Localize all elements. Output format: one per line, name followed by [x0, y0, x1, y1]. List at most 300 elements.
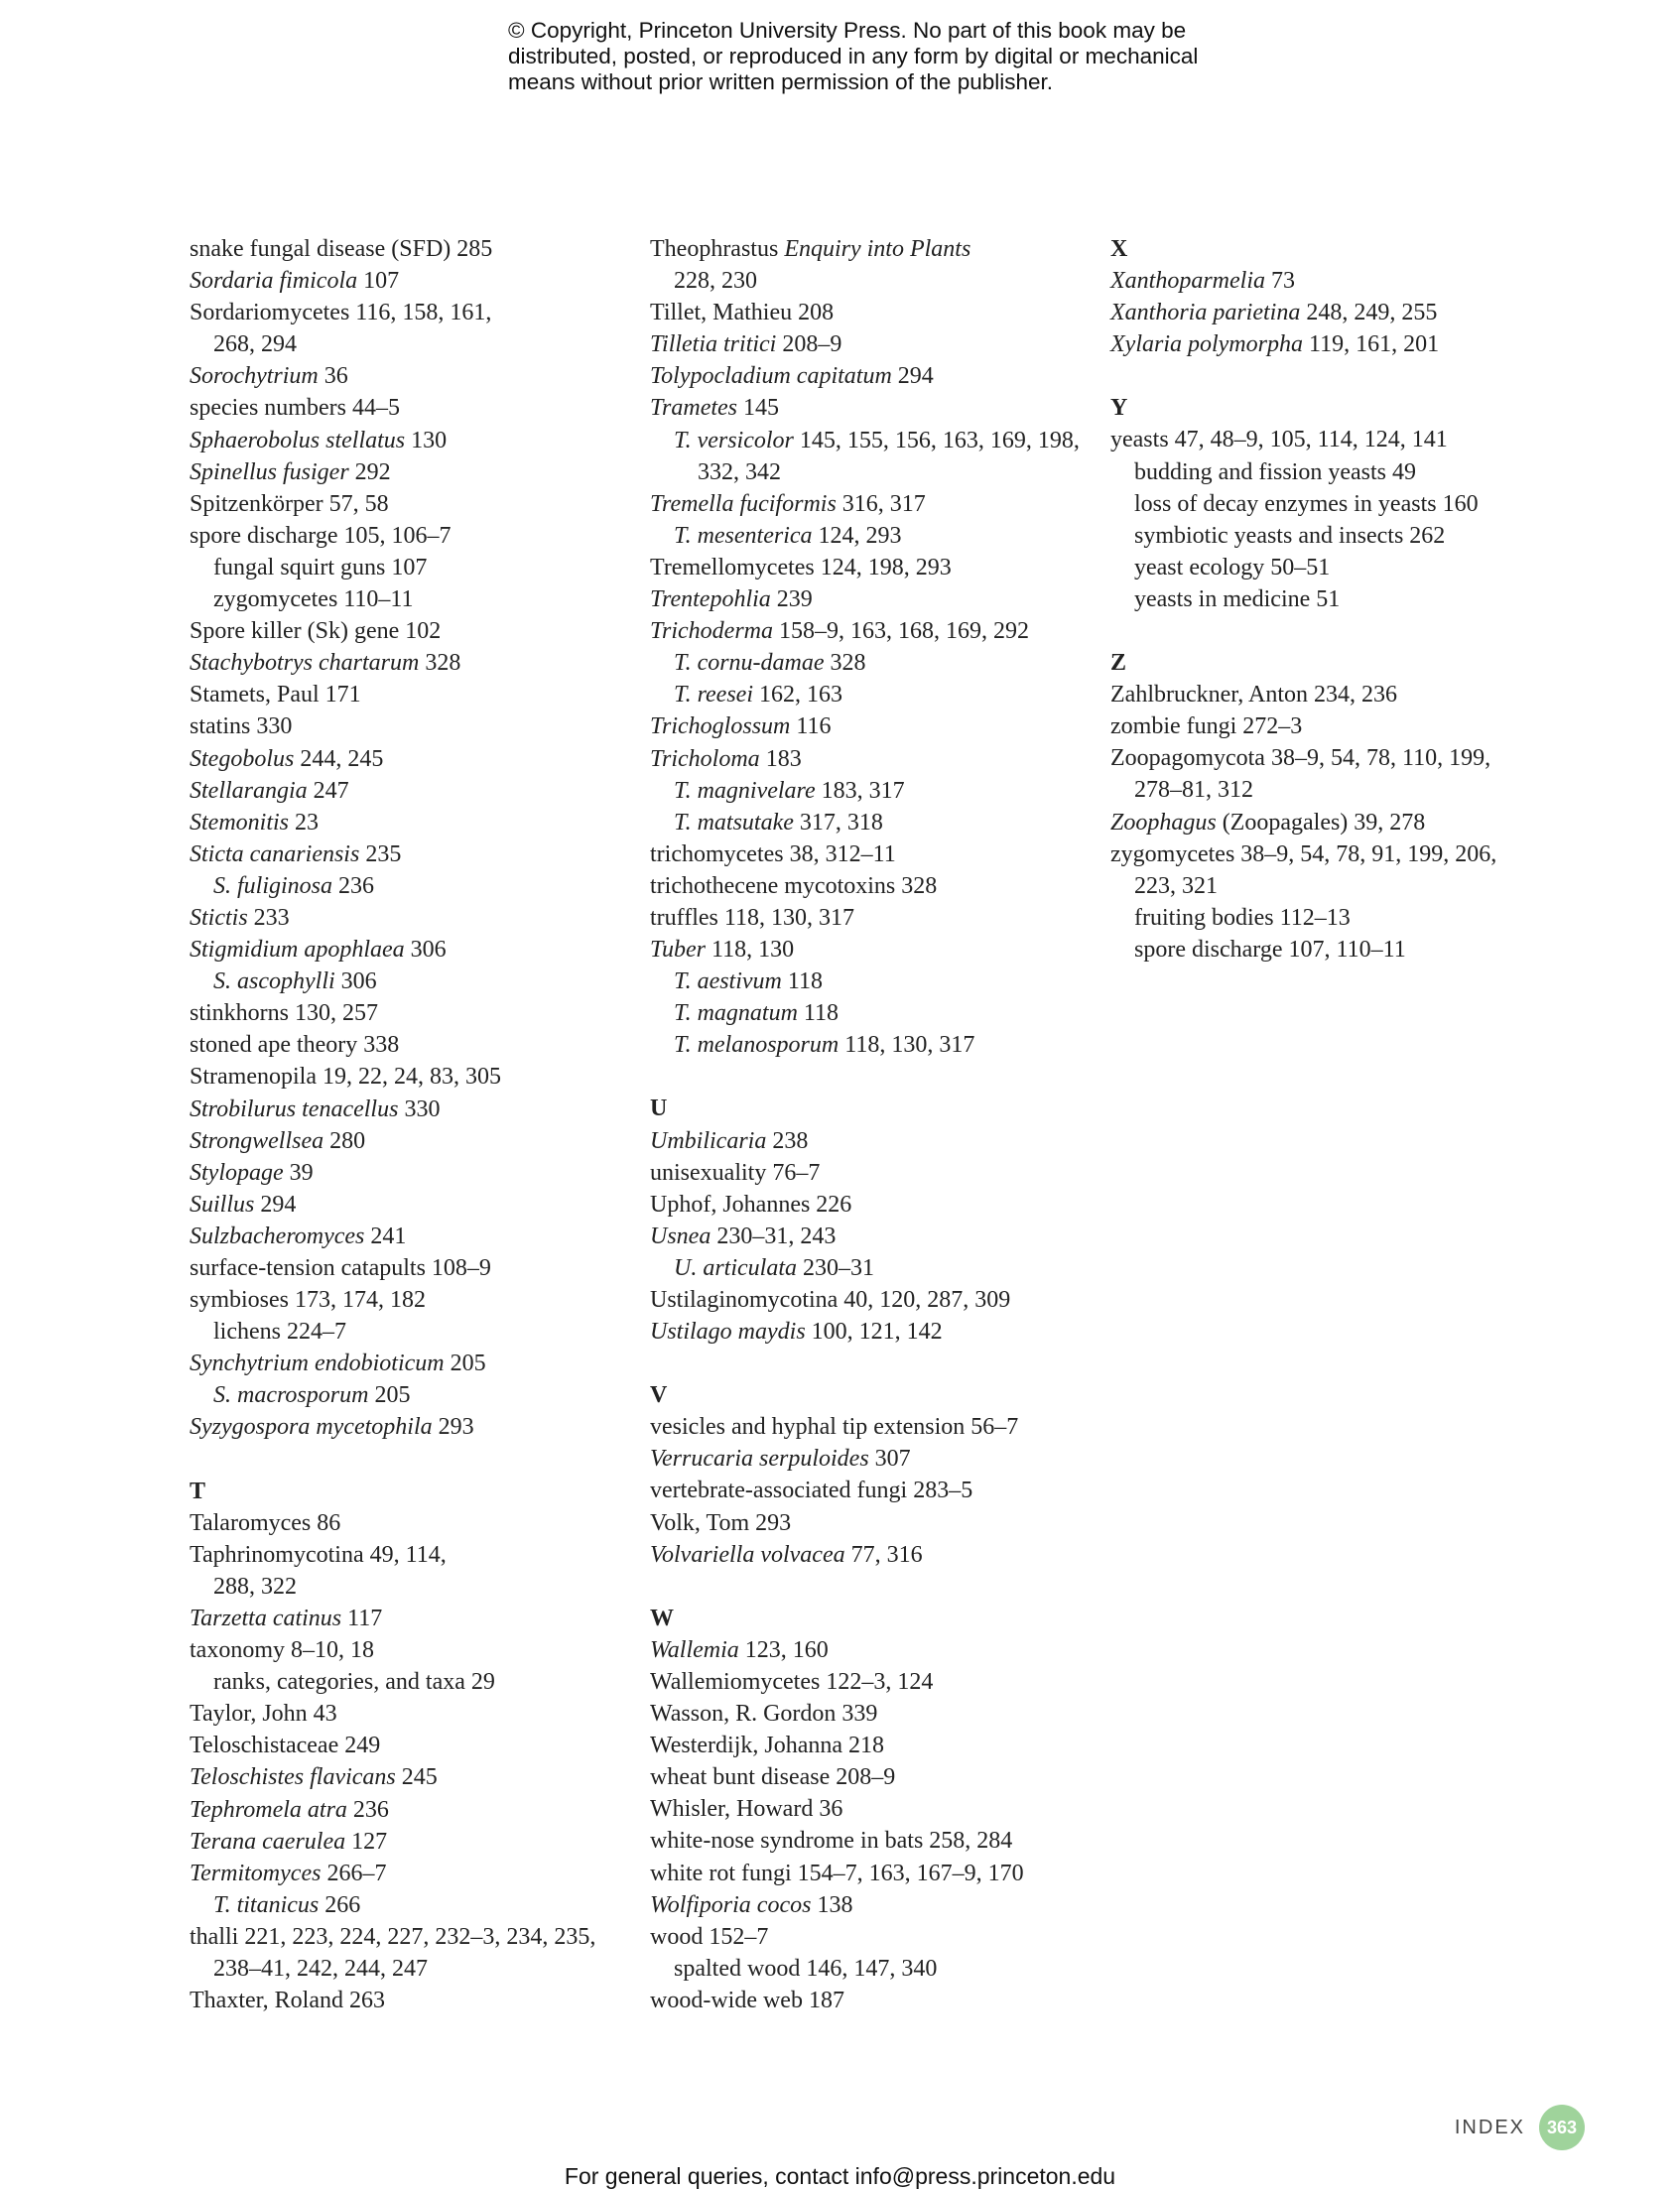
entry-text: zombie fungi 272–3 [1110, 713, 1303, 740]
index-entry [650, 1411, 1087, 1443]
entry-text: Zahlbruckner, Anton 234, 236 [1110, 682, 1397, 709]
entry-text: spore discharge 105, 106–7 [190, 522, 452, 549]
index-entry [1110, 838, 1547, 902]
entry-text: Ustilaginomycotina 40, 120, 287, 309 [650, 1287, 1011, 1313]
entry-text: 233 [247, 904, 290, 931]
entry-text: Taphrinomycotina 49, 114, 288, 322 [190, 1541, 447, 1600]
index-subentry [190, 966, 626, 997]
index-letter-heading [190, 1476, 626, 1507]
entry-text: 77, 316 [844, 1541, 923, 1568]
entry-text: zygomycetes 38–9, 54, 78, 91, 199, 206, 223, 321 [1110, 840, 1497, 899]
entry-text: truffles 118, 130, 317 [650, 904, 854, 931]
entry-text: Verrucaria serpuloides [650, 1446, 869, 1473]
entry-text: wood-wide web 187 [650, 1987, 844, 2013]
index-entry [190, 902, 626, 934]
entry-text: T. magnivelare [674, 777, 816, 804]
entry-text: Spinellus fusiger [190, 458, 349, 485]
entry-text: Sorochytrium [190, 363, 319, 390]
entry-text: (Zoopagales) 39, 278 [1216, 809, 1426, 836]
entry-text: Stegobolus [190, 745, 295, 772]
index-entry [190, 1189, 626, 1221]
index-letter-heading [1110, 392, 1547, 424]
index-entry [650, 1634, 1087, 1666]
entry-text: stoned ape theory 338 [190, 1032, 400, 1059]
entry-text: spore discharge 107, 110–11 [1134, 936, 1406, 963]
index-subentry [190, 552, 626, 583]
entry-text: Sphaerobolus stellatus [190, 427, 406, 453]
index-entry [650, 583, 1087, 615]
entry-text: 241 [364, 1223, 407, 1249]
index-entry [650, 1666, 1087, 1698]
entry-text: U. articulata [674, 1254, 797, 1281]
index-entry [190, 1157, 626, 1189]
entry-text: 239 [770, 586, 813, 613]
entry-text: 247 [307, 777, 349, 804]
index-letter-heading [650, 1603, 1087, 1634]
index-entry [190, 1858, 626, 1889]
index-entry [190, 233, 626, 265]
entry-text: Tolypocladium capitatum [650, 363, 892, 390]
entry-text: trichothecene mycotoxins 328 [650, 872, 938, 899]
entry-text: 36 [318, 363, 348, 390]
index-entry [190, 456, 626, 488]
index-subentry [650, 966, 1087, 997]
entry-text: 235 [359, 840, 402, 867]
entry-text: 138 [811, 1891, 853, 1918]
entry-text: Terana caerulea [190, 1828, 346, 1855]
entry-text: T. reesei [674, 682, 753, 709]
index-entry [650, 1825, 1087, 1857]
entry-text: Spitzenkörper 57, 58 [190, 490, 389, 517]
index-entry [190, 743, 626, 775]
entry-text: Teloschistes flavicans [190, 1764, 396, 1791]
entry-text: Stachybotrys chartarum [190, 650, 420, 677]
index-entry [190, 1921, 626, 1985]
entry-text: T. magnatum [674, 1000, 798, 1027]
index-entry [650, 710, 1087, 742]
entry-text: Sordaria fimicola [190, 268, 358, 295]
entry-text: Stramenopila 19, 22, 24, 83, 305 [190, 1064, 501, 1091]
entry-text: spalted wood 146, 147, 340 [674, 1955, 938, 1982]
entry-text: 205 [444, 1351, 486, 1377]
entry-text: trichomycetes 38, 312–11 [650, 840, 896, 867]
index-entry [1110, 265, 1547, 297]
entry-text: U [650, 1095, 668, 1122]
entry-text: W [650, 1605, 674, 1631]
entry-text: statins 330 [190, 713, 293, 740]
copyright-notice: © Copyright, Princeton University Press. No part of this book may be distributed, posted, or reproduced in any form by digital or mechanical means without prior written permission of the publisher. [508, 18, 1199, 94]
entry-text: Wasson, R. Gordon 339 [650, 1701, 878, 1728]
entry-text: 330 [398, 1095, 441, 1122]
index-entry [650, 1475, 1087, 1506]
index-entry [650, 1284, 1087, 1316]
index-subentry [1110, 488, 1547, 520]
index-entry [650, 934, 1087, 966]
entry-text: 266 [319, 1891, 361, 1918]
entry-text: 228, 230 [674, 268, 757, 295]
entry-text: Stemonitis [190, 809, 289, 836]
index-entry [190, 838, 626, 870]
index-entry [190, 265, 626, 297]
entry-text: Zoophagus [1110, 809, 1217, 836]
entry-text: 118 [797, 1000, 840, 1027]
entry-text: 23 [289, 809, 319, 836]
entry-text: Tremella fuciformis [650, 490, 837, 517]
index-entry [650, 1157, 1087, 1189]
entry-text: Theophrastus [650, 236, 785, 262]
index-entry [190, 807, 626, 838]
entry-text: Xanthoparmelia [1110, 268, 1265, 295]
index-entry [190, 297, 626, 360]
index-entry [190, 1761, 626, 1793]
entry-text: 127 [345, 1828, 388, 1855]
index-entry [650, 1889, 1087, 1921]
section-label: INDEX [1454, 2116, 1525, 2138]
entry-text: Synchytrium endobioticum [190, 1351, 445, 1377]
index-letter-heading [1110, 647, 1547, 679]
entry-text: Trichoderma [650, 618, 774, 645]
entry-text: 230–31 [797, 1254, 874, 1281]
entry-text: Termitomyces [190, 1860, 322, 1886]
entry-text: Suillus [190, 1191, 255, 1218]
entry-text: Volk, Tom 293 [650, 1509, 792, 1536]
entry-text: Ustilago maydis [650, 1319, 806, 1346]
entry-text: 158–9, 163, 168, 169, 292 [773, 618, 1030, 645]
index-subentry [650, 807, 1087, 838]
index-entry [190, 1794, 626, 1826]
entry-text: 245 [395, 1764, 438, 1791]
entry-text: 205 [368, 1382, 411, 1409]
entry-text: Wallemia [650, 1636, 739, 1663]
index-entry [650, 838, 1087, 870]
index-entry [650, 1507, 1087, 1539]
index-entry [190, 520, 626, 552]
index-entry [650, 1985, 1087, 2016]
entry-text: 118 [781, 968, 823, 995]
index-entry [650, 1221, 1087, 1252]
entry-text: yeasts 47, 48–9, 105, 114, 124, 141 [1110, 427, 1448, 453]
entry-text: Xanthoria parietina [1110, 300, 1301, 326]
index-subentry [650, 679, 1087, 710]
index-entry [650, 1125, 1087, 1157]
index-entry [650, 488, 1087, 520]
index-entry [190, 1603, 626, 1634]
entry-text: Trametes [650, 395, 738, 422]
entry-text: Trichoglossum [650, 713, 791, 740]
entry-text: 294 [254, 1191, 297, 1218]
index-entry [650, 1761, 1087, 1793]
entry-text: Wolfiporia cocos [650, 1891, 812, 1918]
entry-text: Strongwellsea [190, 1127, 324, 1154]
entry-text: 118, 130 [706, 937, 795, 964]
entry-text: vesicles and hyphal tip extension 56–7 [650, 1414, 1019, 1441]
index-subentry [1110, 520, 1547, 552]
entry-text: 145 [737, 395, 780, 422]
index-entry [190, 1507, 626, 1539]
index-subentry [1110, 902, 1547, 934]
entry-text: Umbilicaria [650, 1127, 767, 1154]
index-entry [190, 1985, 626, 2016]
entry-text: Stictis [190, 904, 248, 931]
entry-text: yeasts in medicine 51 [1134, 585, 1341, 612]
entry-text: 248, 249, 255 [1300, 300, 1438, 326]
index-entry [650, 1858, 1087, 1889]
entry-text: yeast ecology 50–51 [1134, 554, 1331, 580]
index-subentry [650, 425, 1087, 488]
entry-text: Y [1110, 395, 1128, 422]
entry-text: Syzygospora mycetophila [190, 1414, 433, 1441]
index-subentry [1110, 934, 1547, 966]
entry-text: lichens 224–7 [213, 1319, 346, 1346]
entry-text: Teloschistaceae 249 [190, 1733, 381, 1759]
entry-text: 230–31, 243 [711, 1223, 837, 1249]
entry-text: 317, 318 [793, 809, 883, 836]
index-entry [1110, 679, 1547, 710]
entry-text: Tilletia tritici [650, 331, 777, 358]
entry-text: 100, 121, 142 [805, 1319, 943, 1346]
entry-text: fungal squirt guns 107 [213, 554, 428, 580]
entry-text: Whisler, Howard 36 [650, 1796, 843, 1823]
entry-text: 328 [419, 650, 461, 677]
entry-text: fruiting bodies 112–13 [1134, 904, 1351, 931]
entry-text: Stamets, Paul 171 [190, 682, 361, 709]
index-entry [190, 1061, 626, 1093]
index-entry [190, 1284, 626, 1316]
entry-text: thalli 221, 223, 224, 227, 232–3, 234, 235, 238–41, 242, 244, 247 [190, 1923, 596, 1982]
entry-text: 107 [357, 268, 400, 295]
index-entry [1110, 297, 1547, 328]
entry-text: T. titanicus [213, 1891, 320, 1918]
index-entry [650, 1316, 1087, 1348]
index-entry [650, 1793, 1087, 1825]
index-entry [190, 1094, 626, 1125]
entry-text: S. fuliginosa [213, 872, 333, 899]
index-entry [650, 1443, 1087, 1475]
entry-text: Xylaria polymorpha [1110, 331, 1303, 358]
entry-text: 306 [404, 937, 447, 964]
index-subentry [650, 647, 1087, 679]
entry-text: T. mesenterica [674, 522, 813, 549]
index-entry [190, 1221, 626, 1252]
entry-text: 236 [346, 1796, 389, 1823]
index-entry [190, 997, 626, 1029]
index-subentry [650, 1953, 1087, 1985]
entry-text: 238 [766, 1127, 809, 1154]
entry-text: Tricholoma [650, 745, 760, 772]
index-entry [190, 934, 626, 966]
entry-text: T. aestivum [674, 968, 782, 995]
entry-text: vertebrate-associated fungi 283–5 [650, 1478, 973, 1504]
index-entry [190, 1348, 626, 1379]
index-subentry [1110, 552, 1547, 583]
entry-text: Tremellomycetes 124, 198, 293 [650, 554, 952, 580]
entry-text: white rot fungi 154–7, 163, 167–9, 170 [650, 1860, 1024, 1886]
entry-text: Spore killer (Sk) gene 102 [190, 618, 442, 645]
entry-text: white-nose syndrome in bats 258, 284 [650, 1828, 1013, 1855]
entry-text: 183, 317 [815, 777, 905, 804]
index-subentry [190, 870, 626, 902]
index-subentry [190, 1889, 626, 1921]
index-entry [190, 775, 626, 807]
index-entry [650, 870, 1087, 902]
entry-text: Stellarangia [190, 777, 308, 804]
index-subentry [190, 583, 626, 615]
entry-text: Sulzbacheromyces [190, 1223, 365, 1249]
entry-text: Tillet, Mathieu 208 [650, 300, 835, 326]
page-footer [1455, 2104, 1585, 2151]
entry-text: 236 [332, 872, 375, 899]
index-entry [1110, 328, 1547, 360]
entry-text: 123, 160 [738, 1636, 829, 1663]
entry-text: Enquiry into Plants [784, 236, 971, 262]
entry-text: unisexuality 76–7 [650, 1159, 821, 1186]
index-entry [650, 1539, 1087, 1571]
index-entry [1110, 710, 1547, 742]
index-letter-heading [650, 1093, 1087, 1124]
entry-text: 118, 130, 317 [839, 1032, 975, 1059]
index-letter-heading [650, 1379, 1087, 1411]
entry-text: T. melanosporum [674, 1032, 840, 1059]
entry-text: Uphof, Johannes 226 [650, 1191, 852, 1218]
index-entry [650, 392, 1087, 424]
entry-text: ranks, categories, and taxa 29 [213, 1669, 495, 1696]
index-subentry [190, 1379, 626, 1411]
index-column-1 [190, 233, 626, 2016]
entry-text: 130 [405, 427, 448, 453]
index-entry [190, 392, 626, 424]
index-entry [650, 902, 1087, 934]
entry-text: stinkhorns 130, 257 [190, 1000, 379, 1027]
index-entry [190, 1698, 626, 1730]
entry-text: Zoopagomycota 38–9, 54, 78, 110, 199, 278–81, 312 [1110, 745, 1491, 804]
index-entry [650, 328, 1087, 360]
index-entry [650, 297, 1087, 328]
index-entry [190, 679, 626, 710]
entry-text: Tephromela atra [190, 1796, 347, 1823]
index-subentry [190, 1666, 626, 1698]
index-letter-heading [1110, 233, 1547, 265]
index-entry [190, 1730, 626, 1761]
index-subentry [1110, 456, 1547, 488]
entry-text: 124, 293 [812, 522, 902, 549]
index-entry [190, 1125, 626, 1157]
entry-text: symbiotic yeasts and insects 262 [1134, 522, 1446, 549]
page-number-badge: 363 [1539, 2105, 1585, 2150]
entry-text: loss of decay enzymes in yeasts 160 [1134, 490, 1479, 517]
index-subentry [650, 997, 1087, 1029]
entry-text: 266–7 [321, 1860, 387, 1886]
entry-text: 307 [868, 1446, 911, 1473]
entry-text: snake fungal disease (SFD) 285 [190, 236, 493, 262]
index-entry [650, 1730, 1087, 1761]
entry-text: 292 [348, 458, 391, 485]
entry-text: 244, 245 [294, 745, 384, 772]
entry-text: symbioses 173, 174, 182 [190, 1287, 427, 1314]
entry-text: Westerdijk, Johanna 218 [650, 1733, 885, 1759]
index-entry [190, 1252, 626, 1284]
index-entry [190, 488, 626, 520]
entry-text: 119, 161, 201 [1302, 331, 1440, 358]
entry-text: Z [1110, 650, 1127, 677]
index-subentry [1110, 583, 1547, 615]
entry-text: taxonomy 8–10, 18 [190, 1637, 374, 1664]
index-subentry [650, 775, 1087, 807]
entry-text: Taylor, John 43 [190, 1701, 337, 1728]
entry-text: Volvariella volvacea [650, 1541, 845, 1568]
index-entry [650, 1698, 1087, 1730]
index-entry [190, 1634, 626, 1666]
index-entry [190, 710, 626, 742]
entry-text: S. ascophylli [213, 968, 335, 995]
index-entry [1110, 742, 1547, 806]
entry-text: Trentepohlia [650, 586, 771, 613]
entry-text: 316, 317 [836, 490, 926, 517]
index-entry [190, 1826, 626, 1858]
entry-text: T [190, 1478, 206, 1504]
entry-text: Strobilurus tenacellus [190, 1095, 399, 1122]
index-subentry [650, 1029, 1087, 1061]
entry-text: 280 [323, 1127, 366, 1154]
entry-text: Wallemiomycetes 122–3, 124 [650, 1668, 934, 1695]
entry-text: T. versicolor [674, 427, 794, 453]
index-entry [650, 1189, 1087, 1221]
entry-text: S. macrosporum [213, 1382, 369, 1409]
entry-text: 162, 163 [752, 682, 842, 709]
entry-text: Usnea [650, 1223, 711, 1249]
entry-text: Tuber [650, 937, 707, 964]
entry-text: zygomycetes 110–11 [213, 586, 414, 613]
entry-text: Sticta canariensis [190, 840, 360, 867]
index-entry [650, 360, 1087, 392]
index-column-3 [1110, 233, 1547, 966]
index-entry [650, 615, 1087, 647]
entry-text: X [1110, 236, 1128, 262]
entry-text: 145, 155, 156, 163, 169, 198, 332, 342 [698, 427, 1080, 485]
index-entry [1110, 807, 1547, 838]
entry-text: 306 [334, 968, 377, 995]
entry-text: 328 [824, 650, 866, 677]
entry-text: surface-tension catapults 108–9 [190, 1255, 491, 1281]
entry-text: 294 [891, 363, 934, 390]
entry-text: Sordariomycetes 116, 158, 161, 268, 294 [190, 300, 492, 358]
entry-text: Thaxter, Roland 263 [190, 1988, 385, 2014]
entry-text: 117 [341, 1605, 383, 1631]
entry-text: V [650, 1382, 668, 1409]
entry-text: T. cornu-damae [674, 650, 825, 677]
index-subentry [650, 1252, 1087, 1284]
index-column-2 [650, 233, 1087, 2016]
entry-text: budding and fission yeasts 49 [1134, 458, 1416, 485]
index-entry [1110, 424, 1547, 455]
entry-text: Stylopage [190, 1159, 284, 1186]
entry-text: 293 [432, 1414, 474, 1441]
index-entry [650, 552, 1087, 583]
entry-text: 73 [1265, 268, 1295, 295]
index-entry [190, 1539, 626, 1603]
entry-text: T. matsutake [674, 809, 794, 836]
entry-text: wheat bunt disease 208–9 [650, 1764, 896, 1791]
entry-text: Stigmidium apophlaea [190, 937, 405, 964]
index-subentry [650, 520, 1087, 552]
index-entry [650, 1921, 1087, 1953]
index-entry [650, 233, 1087, 297]
entry-text: species numbers 44–5 [190, 395, 400, 422]
entry-text: 116 [790, 713, 832, 740]
contact-line: For general queries, contact info@press.princeton.edu [564, 2163, 1116, 2189]
index-entry [190, 1029, 626, 1061]
index-entry [190, 360, 626, 392]
entry-text: wood 152–7 [650, 1923, 769, 1950]
